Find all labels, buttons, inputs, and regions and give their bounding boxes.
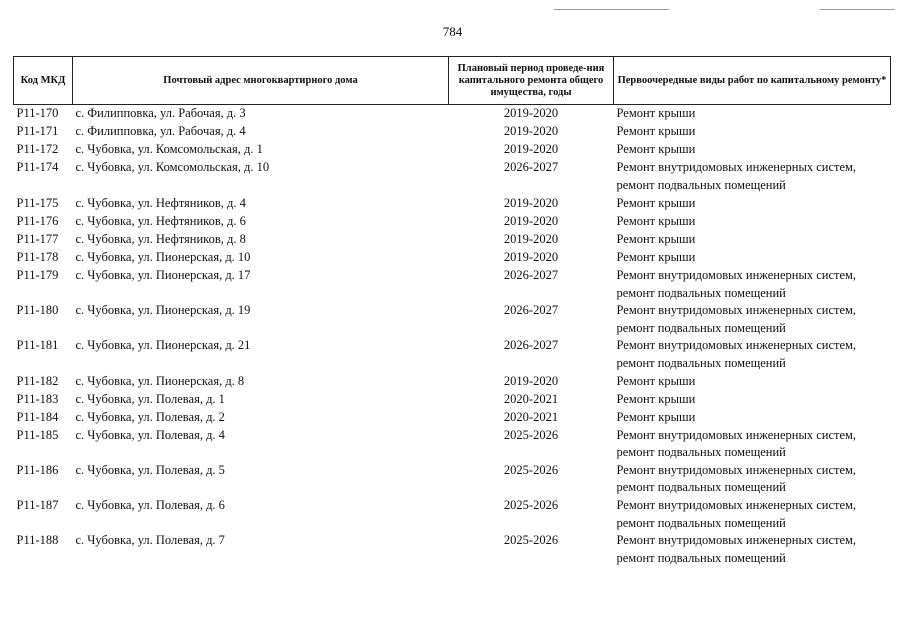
work-type-line: Ремонт внутридомовых инженерных систем,	[616, 427, 857, 442]
row-period: 2019-2020	[503, 214, 559, 228]
header-period: Плановый период проведе-ния капитального ремонта общего имущества, годы	[449, 57, 614, 105]
work-type-line: Ремонт крыши	[616, 142, 696, 156]
row-code: Р11-183	[16, 391, 59, 406]
table-row	[14, 231, 891, 249]
row-code: Р11-180	[16, 303, 59, 318]
work-type-line: Ремонт крыши	[616, 373, 696, 388]
page-number: 784	[442, 24, 463, 39]
row-address: с. Чубовка, ул. Полевая, д. 7	[75, 533, 225, 548]
work-type-line: Ремонт внутридомовых инженерных систем,	[616, 303, 857, 318]
row-works	[614, 497, 891, 532]
table-row	[14, 373, 891, 391]
work-type-line: Ремонт крыши	[616, 232, 696, 246]
row-period: 2020-2021	[503, 391, 559, 406]
header-works: Первоочередные виды работ по капитальному ремонту*	[614, 57, 891, 105]
work-type-line: Ремонт крыши	[616, 124, 696, 138]
row-works	[614, 141, 891, 159]
row-period: 2019-2020	[503, 250, 559, 264]
table-row	[14, 532, 891, 567]
table-row	[14, 427, 891, 462]
work-type-line: ремонт подвальных помещений	[616, 550, 786, 565]
row-code: Р11-175	[16, 196, 59, 210]
row-address: с. Чубовка, ул. Нефтяников, д. 8	[75, 232, 246, 246]
row-code: Р11-185	[16, 427, 59, 442]
row-period: 2019-2020	[503, 373, 559, 388]
row-period: 2026-2027	[503, 160, 559, 174]
row-code: Р11-170	[16, 106, 59, 120]
row-period: 2019-2020	[503, 106, 559, 120]
row-address: с. Чубовка, ул. Пионерская, д. 19	[75, 303, 251, 318]
work-type-line: Ремонт внутридомовых инженерных систем,	[616, 338, 857, 353]
row-works	[614, 195, 891, 213]
row-address: с. Чубовка, ул. Полевая, д. 1	[75, 391, 225, 406]
table-row	[14, 249, 891, 267]
row-code: Р11-177	[16, 232, 59, 246]
row-period: 2026-2027	[503, 338, 559, 353]
table-row	[14, 141, 891, 159]
row-works	[614, 267, 891, 302]
row-code: Р11-178	[16, 250, 59, 264]
table-row	[14, 302, 891, 337]
work-type-line: ремонт подвальных помещений	[616, 515, 786, 530]
table-row	[14, 462, 891, 497]
row-address: с. Чубовка, ул. Нефтяников, д. 4	[75, 196, 246, 210]
table-row	[14, 337, 891, 372]
table-row	[14, 409, 891, 427]
row-works	[614, 532, 891, 567]
row-address: с. Чубовка, ул. Пионерская, д. 8	[75, 373, 245, 388]
work-type-line: Ремонт внутридомовых инженерных систем,	[616, 268, 857, 282]
work-type-line: Ремонт внутридомовых инженерных систем,	[616, 533, 857, 548]
row-period: 2026-2027	[503, 268, 559, 282]
row-address: с. Чубовка, ул. Полевая, д. 4	[75, 427, 225, 442]
row-address: с. Чубовка, ул. Полевая, д. 6	[75, 497, 225, 512]
row-period: 2019-2020	[503, 196, 559, 210]
row-code: Р11-184	[16, 409, 59, 424]
work-type-line: ремонт подвальных помещений	[616, 355, 786, 370]
row-code: Р11-187	[16, 497, 59, 512]
row-period: 2019-2020	[503, 124, 559, 138]
table-body	[14, 105, 891, 568]
repair-schedule-table	[13, 56, 891, 567]
row-code: Р11-181	[16, 338, 59, 353]
row-code: Р11-176	[16, 214, 59, 228]
row-address: с. Филипповка, ул. Рабочая, д. 3	[75, 106, 246, 120]
row-period: 2025-2026	[503, 462, 559, 477]
work-type-line: ремонт подвальных помещений	[616, 177, 786, 192]
row-period: 2025-2026	[503, 427, 559, 442]
work-type-line: Ремонт крыши	[616, 106, 696, 120]
row-address: с. Чубовка, ул. Пионерская, д. 21	[75, 338, 251, 353]
work-type-line: Ремонт крыши	[616, 196, 696, 210]
work-type-line: Ремонт внутридомовых инженерных систем,	[616, 462, 857, 477]
row-code: Р11-188	[16, 533, 59, 548]
table-row	[14, 497, 891, 532]
row-address: с. Чубовка, ул. Комсомольская, д. 1	[75, 142, 263, 156]
row-works	[614, 337, 891, 372]
row-works	[614, 231, 891, 249]
row-address: с. Чубовка, ул. Нефтяников, д. 6	[75, 214, 246, 228]
table-row	[14, 159, 891, 195]
work-type-line: Ремонт крыши	[616, 250, 696, 264]
row-address: с. Чубовка, ул. Полевая, д. 5	[75, 462, 225, 477]
row-works	[614, 391, 891, 409]
table-row	[14, 123, 891, 141]
work-type-line: ремонт подвальных помещений	[616, 285, 786, 300]
header-address: Почтовый адрес многоквартирного дома	[73, 57, 449, 105]
scan-artifact-line	[554, 9, 669, 10]
row-works	[614, 249, 891, 267]
row-works	[614, 373, 891, 391]
row-code: Р11-174	[16, 160, 59, 174]
row-period: 2025-2026	[503, 497, 559, 512]
row-works	[614, 409, 891, 427]
work-type-line: ремонт подвальных помещений	[616, 480, 786, 495]
work-type-line: Ремонт крыши	[616, 409, 696, 424]
table-row	[14, 267, 891, 302]
row-period: 2019-2020	[503, 142, 559, 156]
row-code: Р11-179	[16, 268, 59, 282]
row-code: Р11-171	[16, 124, 59, 138]
row-works	[614, 123, 891, 141]
row-code: Р11-186	[16, 462, 59, 477]
row-works	[614, 105, 891, 124]
scan-artifact-line	[820, 9, 895, 10]
row-works	[614, 302, 891, 337]
work-type-line: Ремонт крыши	[616, 214, 696, 228]
row-address: с. Филипповка, ул. Рабочая, д. 4	[75, 124, 246, 138]
header-code: Код МКД	[14, 57, 73, 105]
row-period: 2025-2026	[503, 533, 559, 548]
row-works	[614, 427, 891, 462]
row-address: с. Чубовка, ул. Комсомольская, д. 10	[75, 160, 270, 174]
row-works	[614, 462, 891, 497]
work-type-line: Ремонт крыши	[616, 391, 696, 406]
table-header-row	[14, 57, 891, 105]
row-period: 2026-2027	[503, 303, 559, 318]
table-row	[14, 105, 891, 124]
work-type-line: ремонт подвальных помещений	[616, 445, 786, 460]
work-type-line: ремонт подвальных помещений	[616, 320, 786, 335]
row-code: Р11-172	[16, 142, 59, 156]
table-row	[14, 391, 891, 409]
row-address: с. Чубовка, ул. Пионерская, д. 10	[75, 250, 251, 264]
row-works	[614, 159, 891, 195]
row-code: Р11-182	[16, 373, 59, 388]
table-row	[14, 195, 891, 213]
row-works	[614, 213, 891, 231]
work-type-line: Ремонт внутридомовых инженерных систем,	[616, 497, 857, 512]
row-period: 2019-2020	[503, 232, 559, 246]
row-address: с. Чубовка, ул. Пионерская, д. 17	[75, 268, 251, 282]
row-address: с. Чубовка, ул. Полевая, д. 2	[75, 409, 225, 424]
row-period: 2020-2021	[503, 409, 559, 424]
work-type-line: Ремонт внутридомовых инженерных систем,	[616, 160, 857, 174]
table-row	[14, 213, 891, 231]
